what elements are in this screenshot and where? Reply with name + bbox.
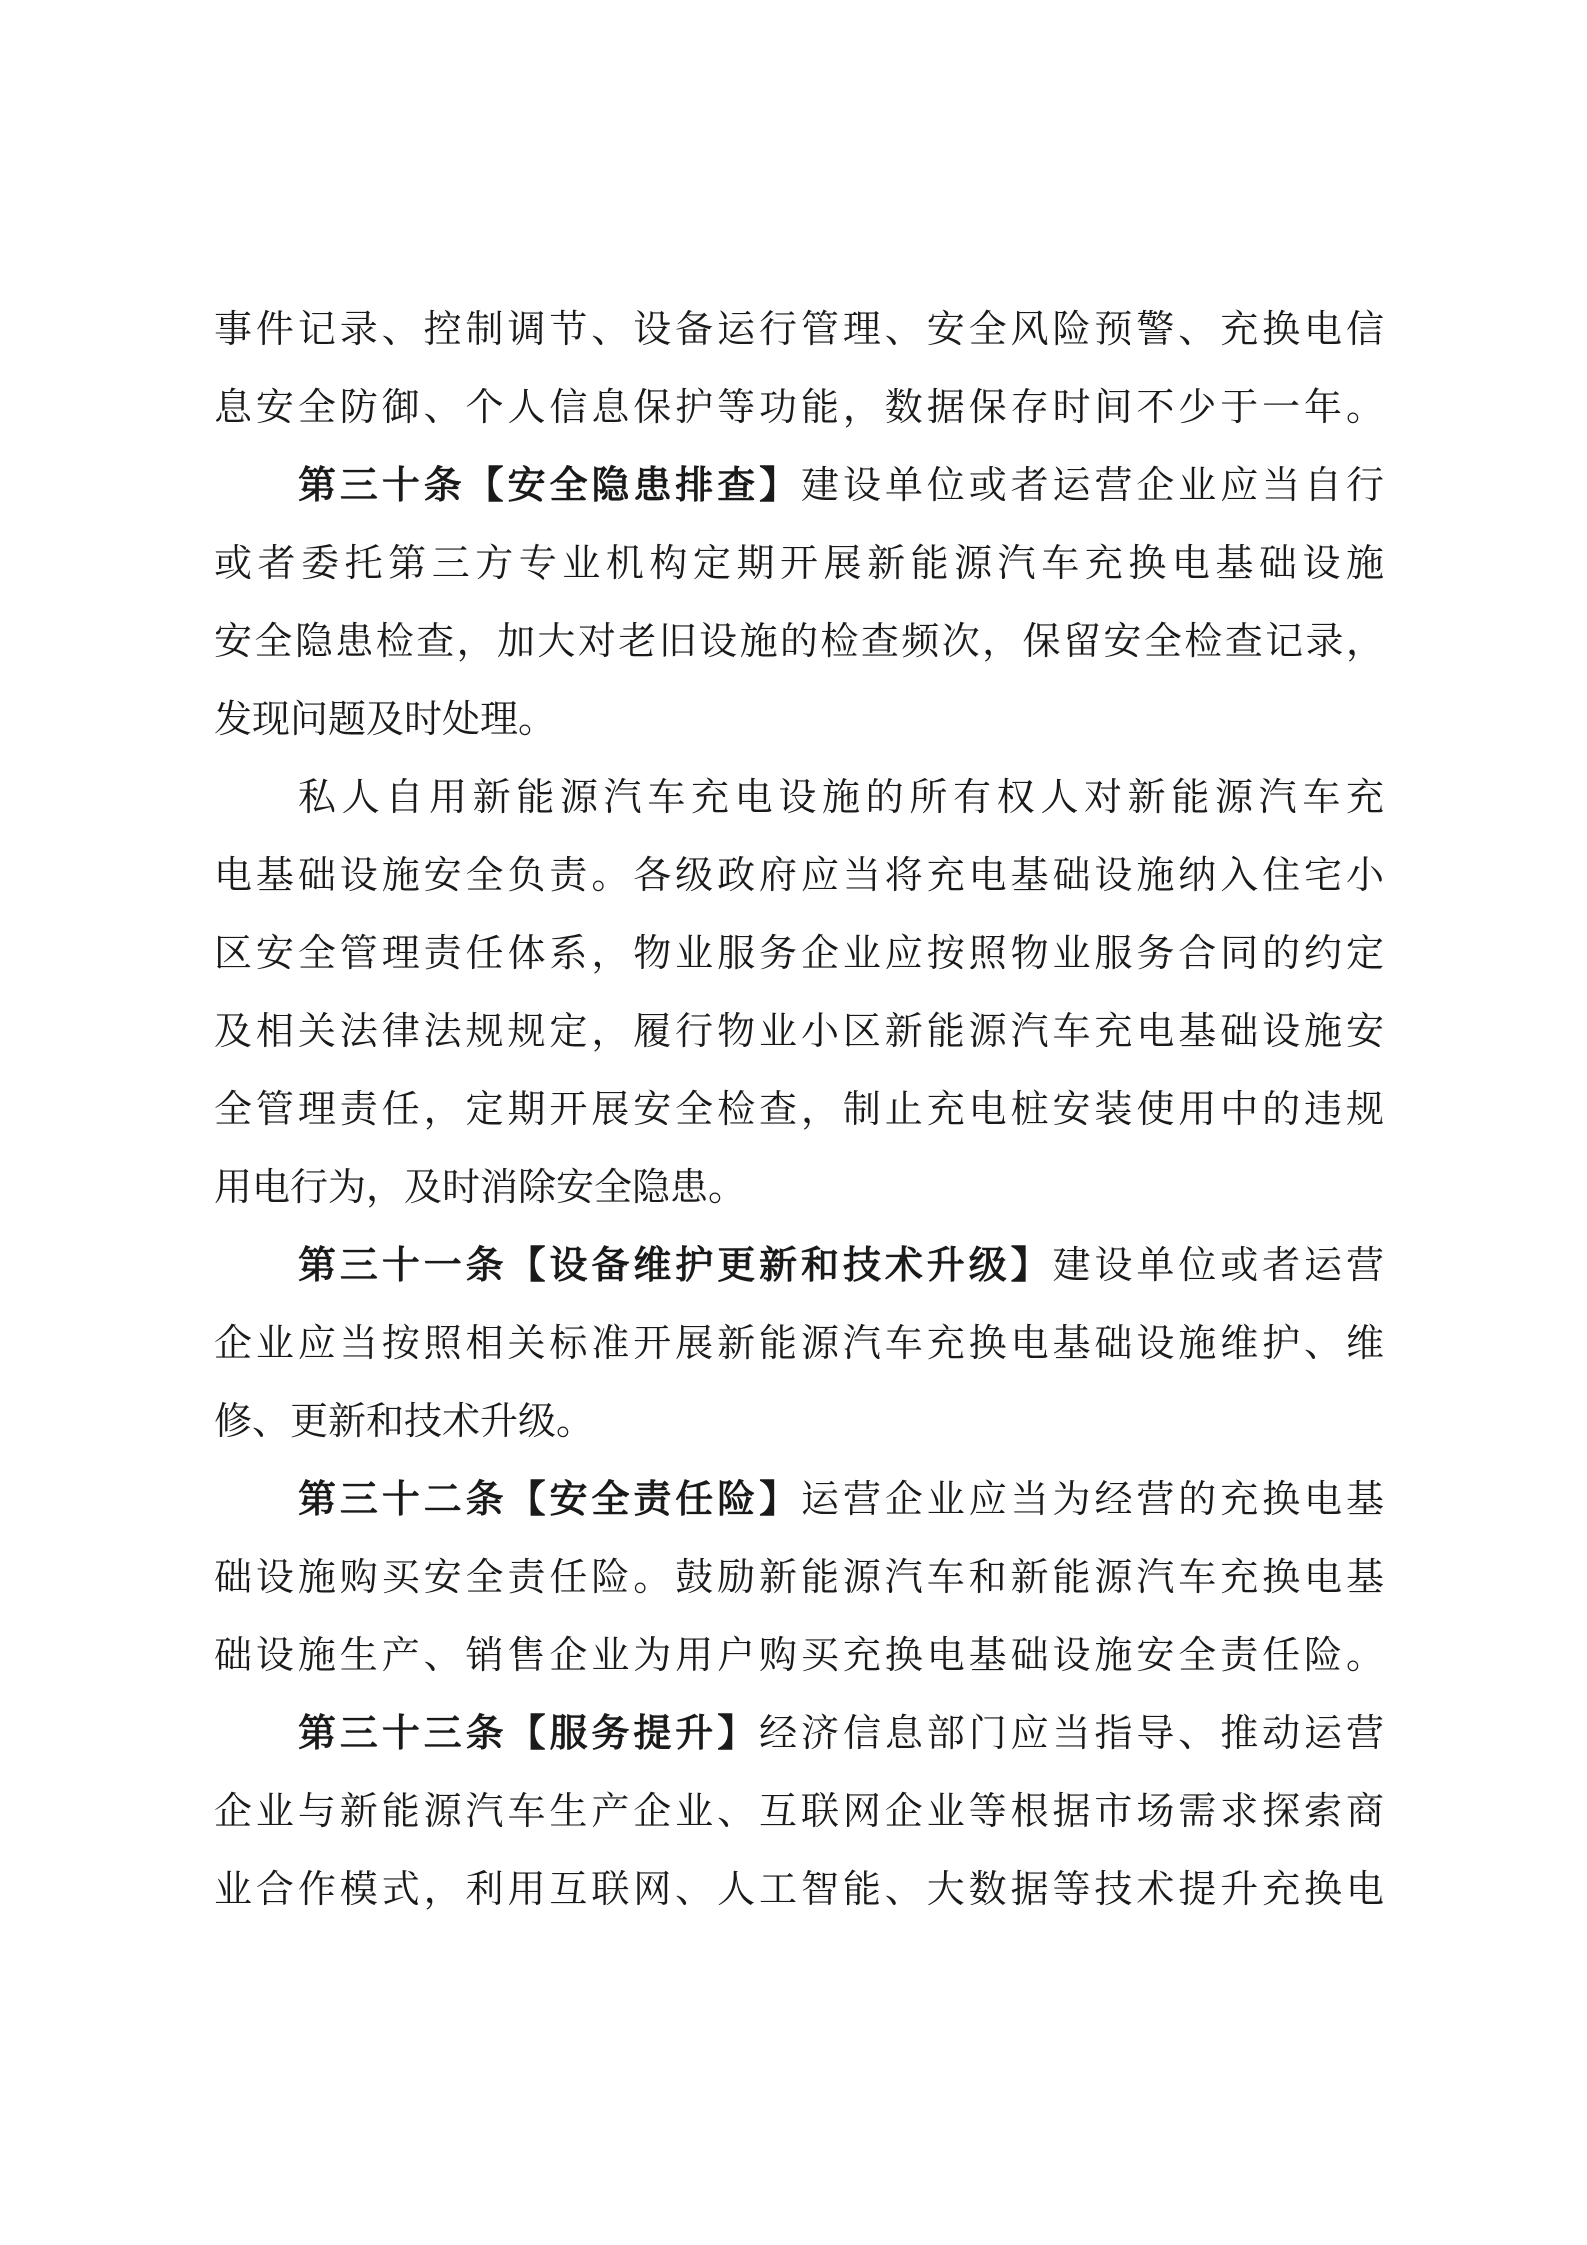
document-body: [214, 290, 1384, 1928]
article-30-text: 建设单位或者运营企业应当自行: [801, 463, 1384, 507]
text-line: 用电行为，及时消除安全隐患。: [214, 1165, 747, 1209]
text-line: 全管理责任，定期开展安全检查，制止充电桩安装使用中的违规: [214, 1087, 1384, 1131]
text-line: 企业应当按照相关标准开展新能源汽车充换电基础设施维护、维: [214, 1321, 1384, 1365]
text-line: 事件记录、控制调节、设备运行管理、安全风险预警、充换电信: [214, 307, 1384, 351]
text-line: 或者委托第三方专业机构定期开展新能源汽车充换电基础设施: [214, 541, 1384, 585]
text-line: 区安全管理责任体系，物业服务企业应按照物业服务合同的约定: [214, 931, 1384, 975]
text-line: 企业与新能源汽车生产企业、互联网企业等根据市场需求探索商: [214, 1789, 1384, 1833]
article-33-heading: 第三十三条【服务提升】: [298, 1710, 760, 1755]
article-33-text: 经济信息部门应当指导、推动运营: [759, 1711, 1384, 1755]
text-line: 安全隐患检查，加大对老旧设施的检查频次，保留安全检查记录，: [214, 619, 1384, 663]
article-33-first-line: [214, 1694, 1384, 1772]
text-line: 及相关法律法规规定，履行物业小区新能源汽车充电基础设施安: [214, 1009, 1384, 1053]
article-31-heading: 第三十一条【设备维护更新和技术升级】: [298, 1242, 1053, 1287]
article-31-first-line: [214, 1226, 1384, 1304]
text-line: 电基础设施安全负责。各级政府应当将充电基础设施纳入住宅小: [214, 853, 1384, 897]
text-line: 础设施购买安全责任险。鼓励新能源汽车和新能源汽车充换电基: [214, 1555, 1384, 1599]
text-line: 息安全防御、个人信息保护等功能，数据保存时间不少于一年。: [214, 385, 1384, 429]
article-32-first-line: [214, 1460, 1384, 1538]
article-32-text: 运营企业应当为经营的充换电基: [801, 1477, 1384, 1521]
text-line: 业合作模式，利用互联网、人工智能、大数据等技术提升充换电: [214, 1867, 1384, 1911]
article-32-heading: 第三十二条【安全责任险】: [298, 1476, 802, 1521]
article-30-heading: 第三十条【安全隐患排查】: [298, 462, 802, 507]
text-line: 修、更新和技术升级。: [214, 1399, 595, 1443]
article-31-text: 建设单位或者运营: [1052, 1243, 1384, 1287]
text-line: 发现问题及时处理。: [214, 697, 557, 741]
article-30-first-line: [214, 446, 1384, 524]
text-line: 私人自用新能源汽车充电设施的所有权人对新能源汽车充: [298, 775, 1384, 819]
text-line: 础设施生产、销售企业为用户购买充换电基础设施安全责任险。: [214, 1633, 1384, 1677]
